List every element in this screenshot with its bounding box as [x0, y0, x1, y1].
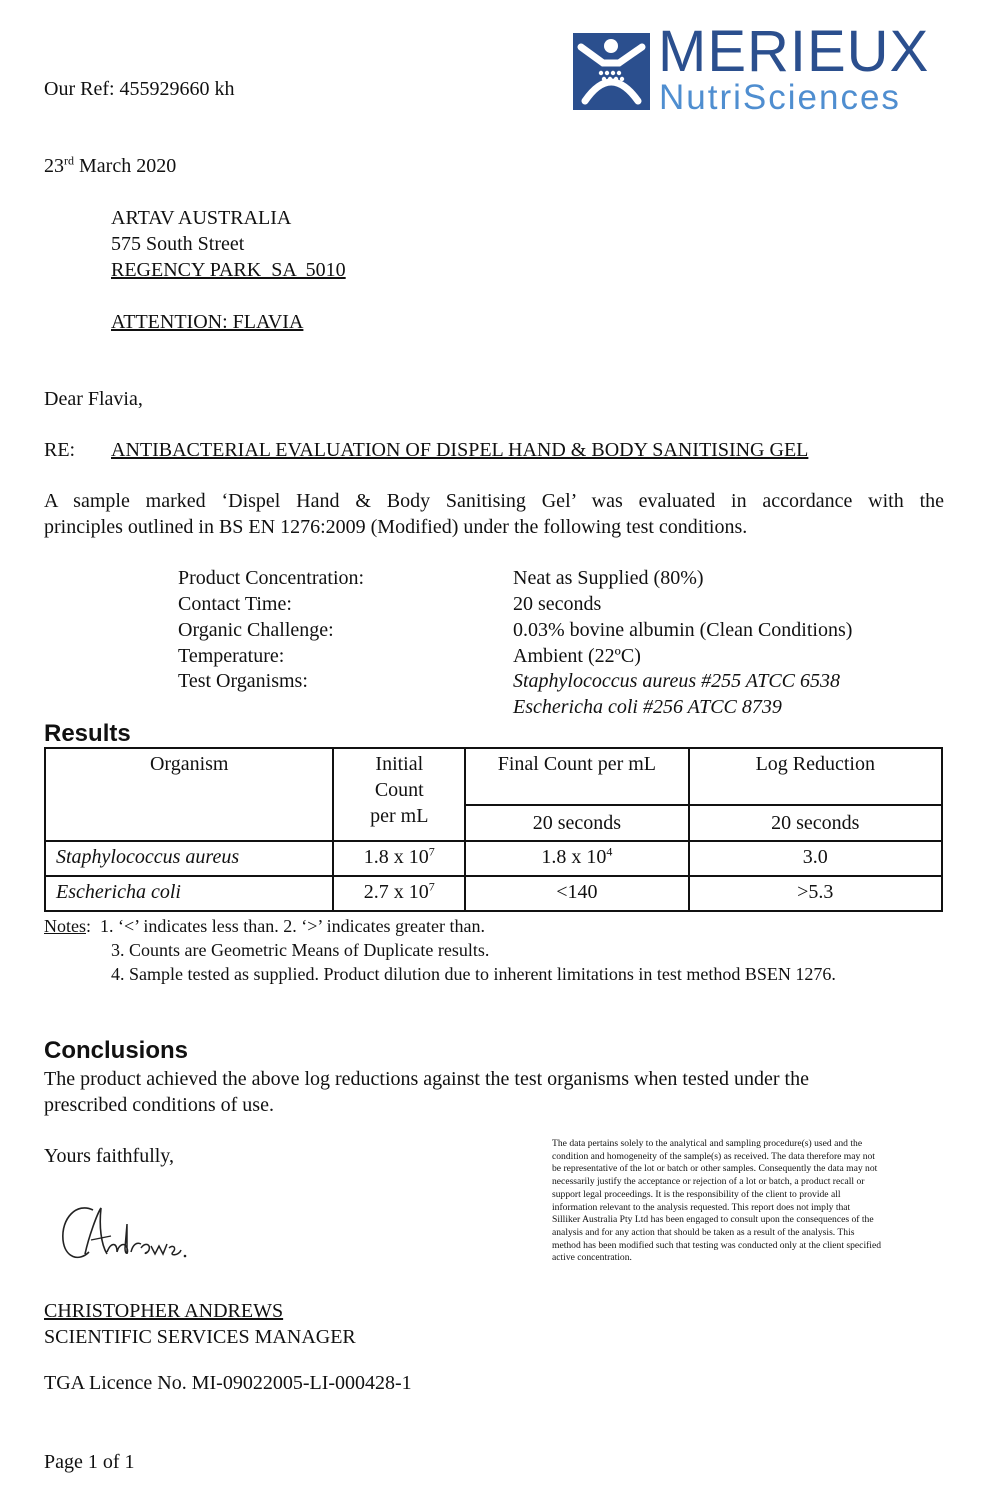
signatory-name: CHRISTOPHER ANDREWS	[44, 1300, 284, 1322]
condition-label: Organic Challenge:	[178, 619, 334, 641]
cell-final-count: <140	[465, 876, 688, 911]
notes-line-2: 3. Counts are Geometric Means of Duplicate results.	[111, 940, 490, 960]
conclusions-heading: Conclusions	[44, 1037, 189, 1064]
cell-initial-count: 1.8 x $10^7$	[333, 841, 465, 876]
attention-line: ATTENTION: FLAVIA	[111, 311, 304, 333]
table-row	[45, 876, 942, 911]
intro-line-1: A sample marked ‘Dispel Hand & Body Sanitising Gel’ was evaluated in accordance with the	[44, 490, 944, 512]
company-logo	[573, 19, 945, 117]
condition-label: Contact Time:	[178, 593, 292, 615]
cell-final-count: 1.8 x $10^4$	[465, 841, 688, 876]
condition-row	[178, 617, 938, 643]
notes-line-3: 4. Sample tested as supplied. Product dilution due to inherent limitations in test method BSEN 1276.	[111, 964, 836, 984]
condition-row	[178, 565, 938, 591]
table-header-row	[45, 748, 942, 805]
letter-date: 23rd March 2020	[44, 153, 177, 177]
header-initial-count: Initial Count per mL	[333, 748, 465, 841]
disclaimer: The data pertains solely to the analytical and sampling procedure(s) used and the condition and homogeneity of the sample(s) as received. The data therefore may not be representative of the lot or batch or other samples. Consequently the data may not necessarily justify the acceptance or rejection of a lot or batch, a product recall or support legal proceedings. It is the responsibility of the client to provide all information relevant to the analysis requested. This report does not imply that Silliker Australia Pty Ltd has been engaged to consult upon the consequences of the analysis and for any action that should be taken as a result of the analysis. This method has been modified such that testing was conducted only at the client specified active concentration.	[552, 1138, 882, 1264]
notes	[44, 914, 836, 986]
condition-value: 0.03% bovine albumin (Clean Conditions)	[513, 619, 853, 641]
condition-value: Neat as Supplied (80%)	[513, 567, 704, 589]
header-log-reduction: Log Reduction	[689, 748, 942, 805]
merieux-logo-icon	[573, 33, 650, 110]
condition-value: Eschericha coli #256 ATCC 8739	[513, 696, 782, 718]
page-number: Page 1 of 1	[44, 1451, 135, 1473]
salutation: Dear Flavia,	[44, 388, 143, 410]
table-row	[45, 841, 942, 876]
condition-label: Test Organisms:	[178, 670, 308, 692]
condition-value: 20 seconds	[513, 593, 602, 615]
condition-label: Temperature:	[178, 645, 285, 667]
header-organism: Organism	[45, 748, 333, 841]
logo-wordmark-nutrisciences: NutriSciences	[659, 78, 901, 117]
notes-line-1: Notes: 1. ‘<’ indicates less than. 2. ‘>’ indicates greater than.	[44, 916, 486, 936]
address-line-suburb: REGENCY PARK SA 5010	[111, 259, 346, 281]
signatory-title: SCIENTIFIC SERVICES MANAGER	[44, 1326, 356, 1348]
tga-licence: TGA Licence No. MI-09022005-LI-000428-1	[44, 1372, 412, 1394]
header-final-count: Final Count per mL	[465, 748, 688, 805]
address-line-street: 575 South Street	[111, 233, 245, 255]
closing: Yours faithfully,	[44, 1145, 175, 1167]
condition-label: Product Concentration:	[178, 567, 365, 589]
re-subject: ANTIBACTERIAL EVALUATION OF DISPEL HAND & BODY SANITISING GEL	[111, 439, 809, 461]
condition-row	[178, 694, 938, 720]
condition-value: Staphylococcus aureus #255 ATCC 6538	[513, 670, 841, 692]
handwritten-signature	[55, 1196, 195, 1271]
cell-organism: Eschericha coli	[45, 876, 333, 911]
results-heading: Results	[44, 720, 131, 747]
logo-wordmark-merieux: MERIEUX	[658, 19, 930, 84]
notes-label: Notes	[44, 916, 86, 936]
results-table	[44, 747, 943, 912]
condition-row	[178, 643, 938, 669]
condition-row	[178, 668, 938, 694]
cell-organism: Staphylococcus aureus	[45, 841, 333, 876]
cell-initial-count: 2.7 x $10^7$	[333, 876, 465, 911]
address-line-company: ARTAV AUSTRALIA	[111, 207, 292, 229]
conclusions-line-2: prescribed conditions of use.	[44, 1094, 274, 1116]
subheader-final-time: 20 seconds	[465, 805, 688, 841]
cell-log-reduction: 3.0	[689, 841, 942, 876]
subheader-log-time: 20 seconds	[689, 805, 942, 841]
re-label: RE:	[44, 439, 76, 461]
condition-value: Ambient (22ºC)	[513, 645, 641, 667]
conclusions-line-1: The product achieved the above log reductions against the test organisms when tested under the	[44, 1068, 809, 1090]
reference-number: Our Ref: 455929660 kh	[44, 78, 235, 100]
condition-row	[178, 591, 938, 617]
intro-line-2: principles outlined in BS EN 1276:2009 (Modified) under the following test conditions.	[44, 516, 748, 538]
cell-log-reduction: >5.3	[689, 876, 942, 911]
